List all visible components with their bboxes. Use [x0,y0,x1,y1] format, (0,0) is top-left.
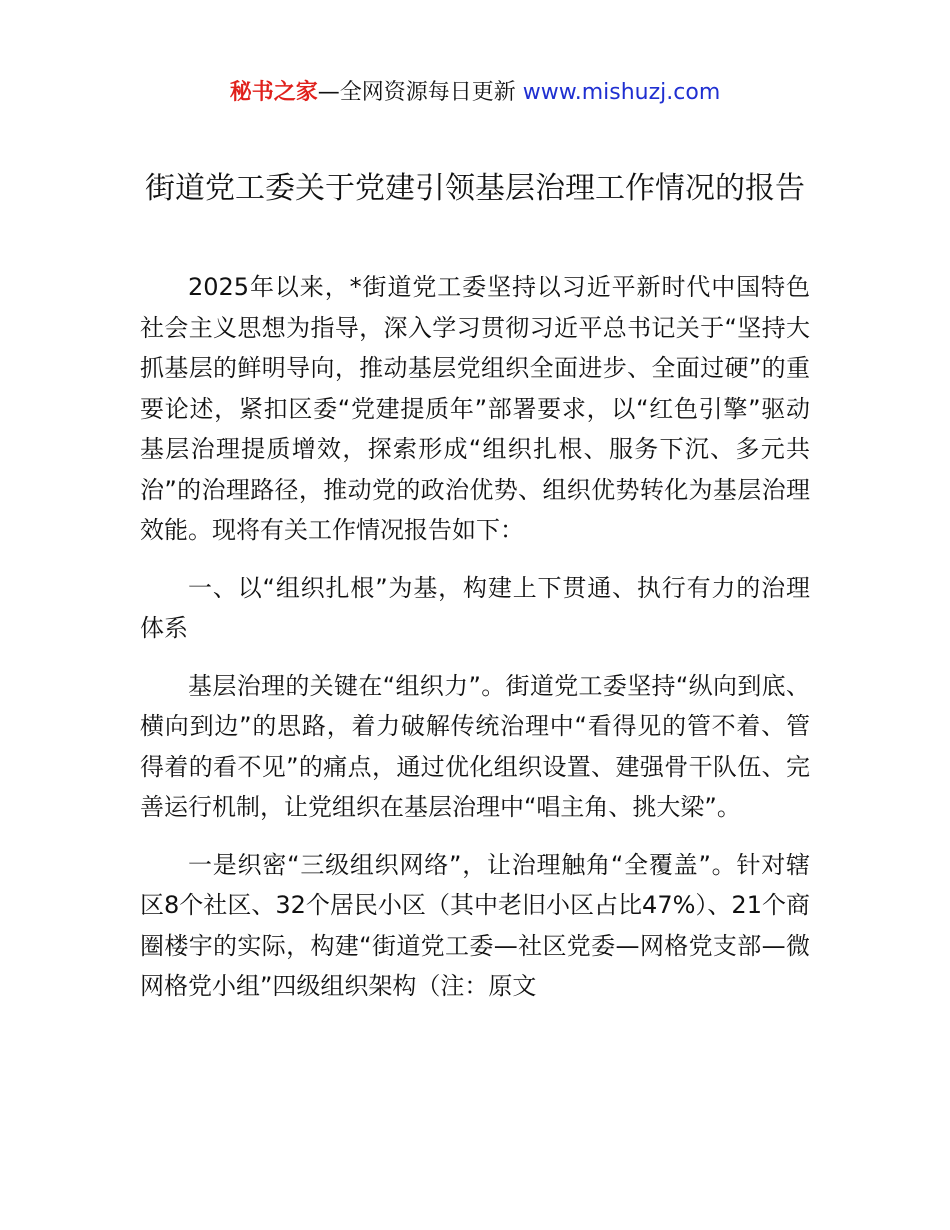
document-body [140,267,810,1024]
header-tagline: —全网资源每日更新 [317,80,523,105]
body-paragraph: 一是织密“三级组织网络”，让治理触角“全覆盖”。针对辖区8个社区、32个居民小区（其中老旧小区占比47%）、21个商圈楼宇的实际，构建“街道党工委—社区党委—网格党支部—微网格党小组”四级组织架构（注：原文 [140,850,810,1000]
document-title: 街道党工委关于党建引领基层治理工作情况的报告 [145,171,805,206]
site-header [0,78,950,108]
brand-name: 秘书之家 [229,80,318,105]
intro-paragraph: 2025年以来，*街道党工委坚持以习近平新时代中国特色社会主义思想为指导，深入学习贯彻习近平总书记关于“坚持大抓基层的鲜明导向，推动基层党组织全面进步、全面过硬”的重要论述，紧扣区委“党建提质年”部署要求，以“红色引擎”驱动基层治理提质增效，探索形成“组织扎根、服务下沉、多元共治”的治理路径，推动党的政治优势、组织优势转化为基层治理效能。现将有关工作情况报告如下： [140,273,810,544]
site-url-link[interactable]: www.mishuzj.com [522,80,721,105]
section-heading-1: 一、以“组织扎根”为基，构建上下贯通、执行有力的治理体系 [140,573,810,642]
body-paragraph: 基层治理的关键在“组织力”。街道党工委坚持“纵向到底、横向到边”的思路，着力破解传统治理中“看得见的管不着、管得着的看不见”的痛点，通过优化组织设置、建强骨干队伍、完善运行机制，让党组织在基层治理中“唱主角、挑大梁”。 [140,671,810,821]
